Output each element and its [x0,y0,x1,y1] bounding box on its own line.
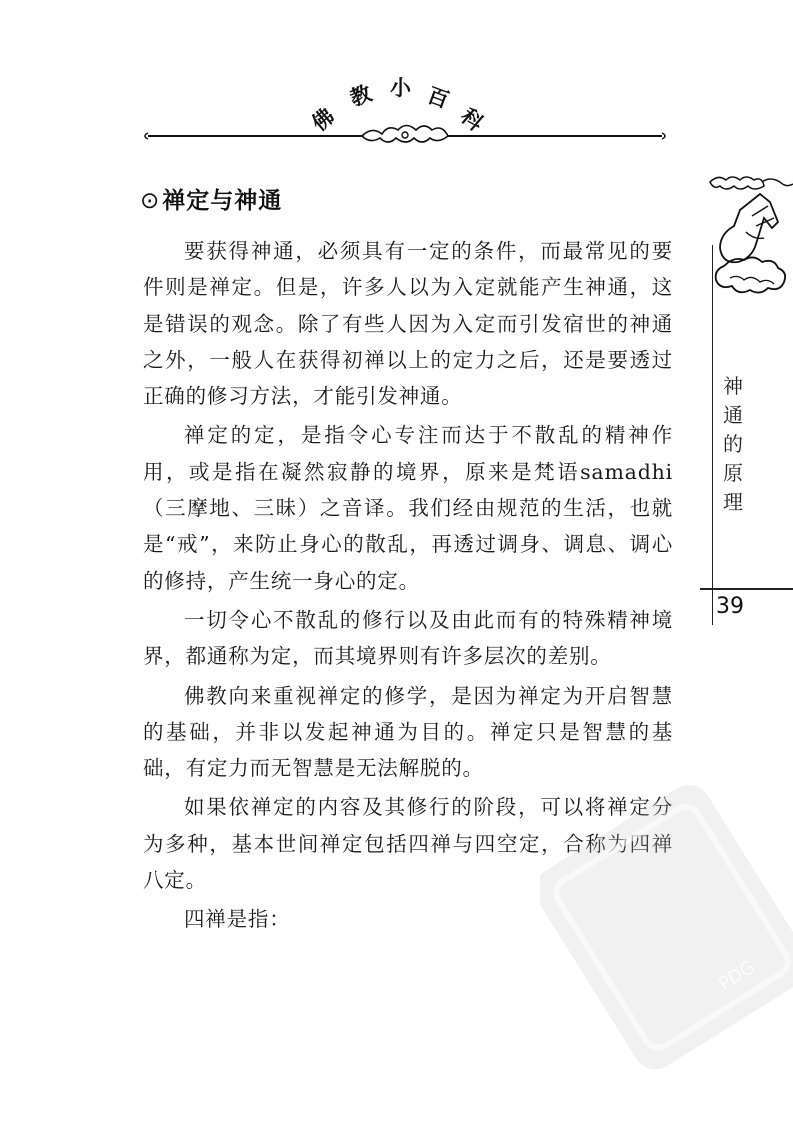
side-tab-vertical-rule [712,245,713,625]
library-stamp-watermark [540,770,793,1123]
section-heading [140,182,282,215]
side-tab-hand-ornament-icon [700,170,793,310]
section-heading-text: 禅定与神通 [162,188,283,214]
header-char-4: 百 [424,82,453,113]
watermark-text: PDG [714,956,759,995]
paragraph-5: 如果依禅定的内容及其修行的阶段，可以将禅定分为多种，基本世间禅定包括四禅与四空定，合称为四禅八定。 [143,795,673,893]
chapter-char-5: 理 [723,490,743,514]
header-char-5: 科 [456,103,489,136]
chapter-char-3: 的 [723,432,743,456]
header-ornament-rule [140,118,670,148]
chapter-title-vertical [719,372,747,517]
header-char-2: 教 [346,80,375,111]
paragraph-6: 四禅是指： [184,907,291,932]
paragraph-3: 一切令心不散乱的修行以及由此而有的特殊精神境界，都通称为定，而其境界则有许多层次的差别。 [143,607,673,669]
section-bullet-icon: ⊙ [140,188,161,214]
side-tab-divider [700,588,793,590]
chapter-char-4: 原 [723,461,743,485]
paragraph-1: 要获得神通，必须具有一定的条件，而最常见的要件则是禅定。但是，许多人以为入定就能产生神通，这是错误的观念。除了有些人因为入定而引发宿世的神通之外，一般人在获得初禅以上的定力之后，还是要透过正确的修习方法，才能引发神通。 [143,239,673,409]
chapter-char-2: 通 [723,403,743,427]
paragraph-4: 佛教向来重视禅定的修学，是因为禅定为开启智慧的基础，并非以发起神通为目的。禅定只是智慧的基础，有定力而无智慧是无法解脱的。 [143,683,673,781]
header-char-1: 佛 [306,103,339,136]
page-number: 39 [716,594,744,619]
header-char-3: 小 [390,75,411,100]
paragraph-2: 禅定的定，是指令心专注而达于不散乱的精神作用，或是指在凝然寂静的境界，原来是梵语samadhi（三摩地、三昧）之音译。我们经由规范的生活，也就是“戒”，来防止身心的散乱，再透过调身、调息、调心的修持，产生统一身心的定。 [143,423,673,593]
chapter-char-1: 神 [723,374,743,398]
